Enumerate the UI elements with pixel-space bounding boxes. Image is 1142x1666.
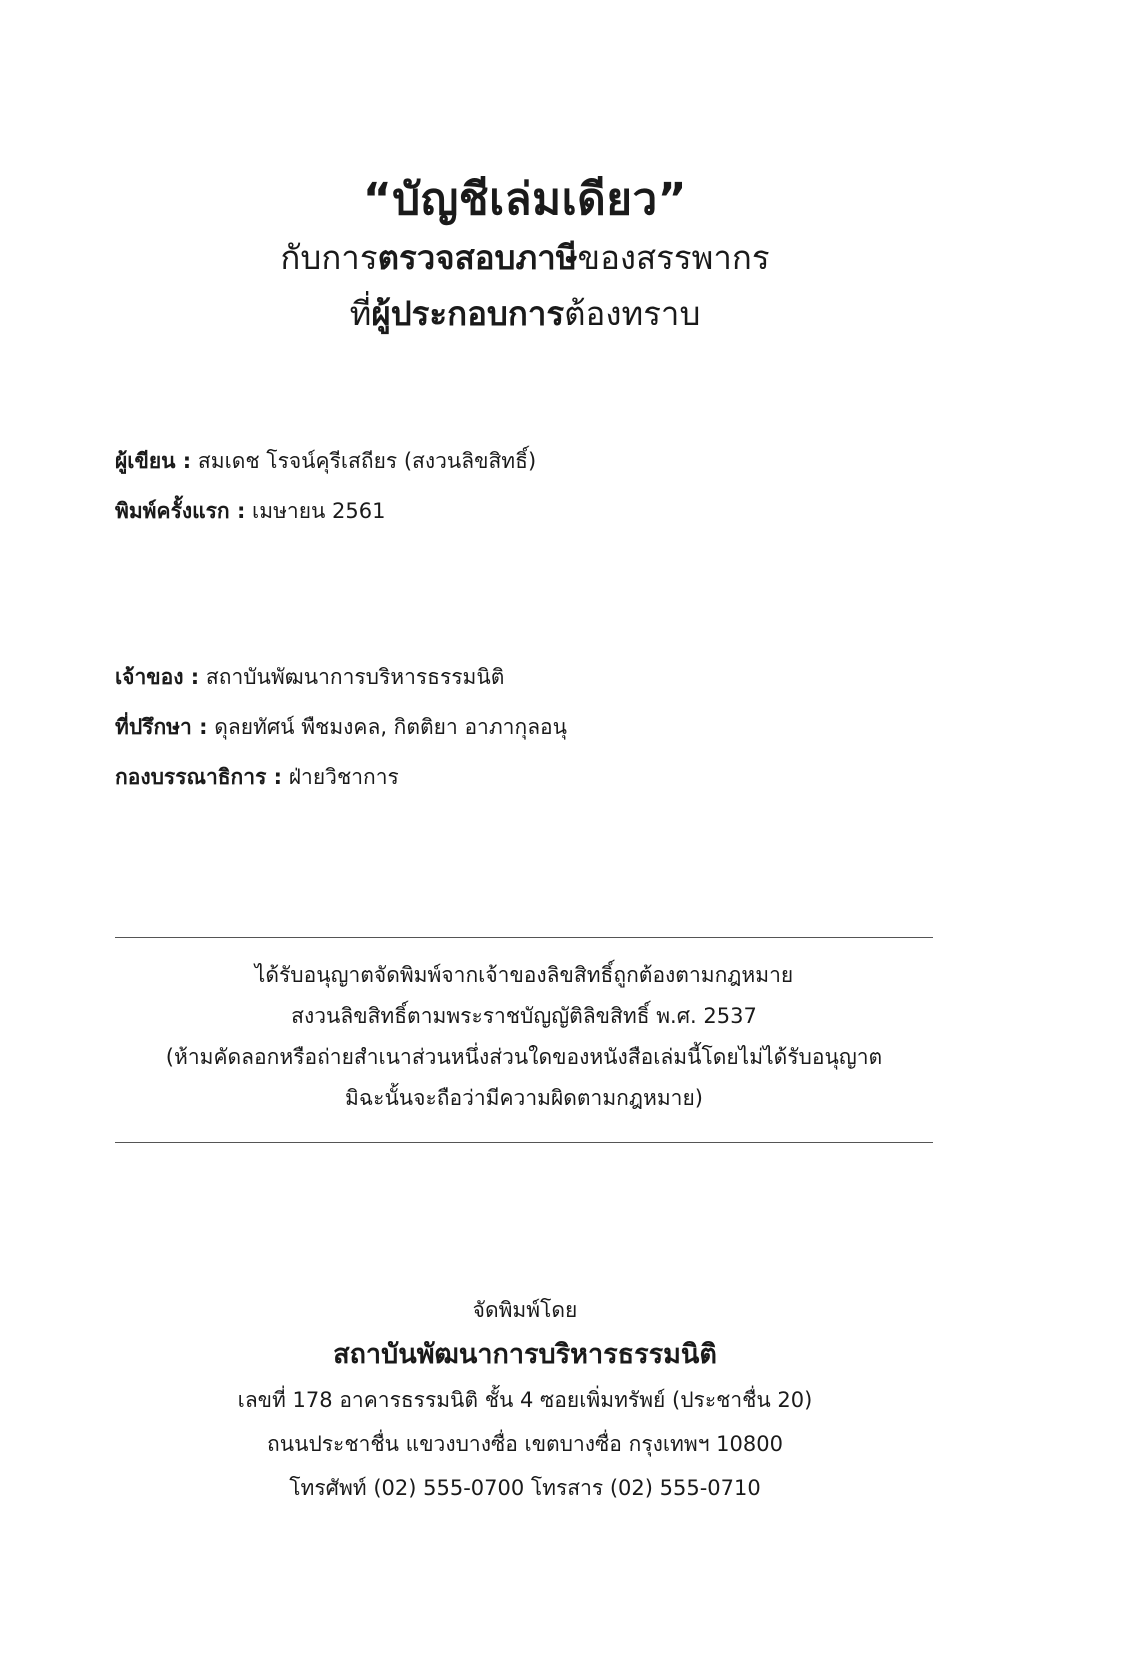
- publisher-block: [0, 1288, 1050, 1510]
- copyright-line: ได้รับอนุญาตจัดพิมพ์จากเจ้าของลิขสิทธิ์ถูกต้องตามกฎหมาย: [254, 963, 794, 987]
- credit-value: สมเดช โรจน์คุรีเสถียร (สงวนลิขสิทธิ์): [197, 449, 537, 473]
- book-title: “บัญชีเล่มเดียว”: [362, 174, 688, 225]
- credits-author-block: [115, 436, 536, 536]
- subtitle-line-1: [0, 230, 1050, 286]
- publisher-contact: โทรศัพท์ (02) 555-0700 โทรสาร (02) 555-0710: [289, 1476, 761, 1500]
- credit-label: ผู้เขียน :: [115, 449, 192, 473]
- credit-editorial: [115, 752, 567, 802]
- credit-author: [115, 436, 536, 486]
- credit-value: เมษายน 2561: [252, 499, 386, 523]
- credit-label: พิมพ์ครั้งแรก :: [115, 499, 246, 523]
- subtitle-1-part-1: กับการ: [280, 238, 378, 277]
- divider-bottom: [115, 1142, 933, 1143]
- copyright-line: (ห้ามคัดลอกหรือถ่ายสำเนาส่วนหนึ่งส่วนใดของหนังสือเล่มนี้โดยไม่ได้รับอนุญาต: [165, 1045, 883, 1069]
- credit-value: สถาบันพัฒนาการบริหารธรรมนิติ: [205, 665, 505, 689]
- publisher-address-1: เลขที่ 178 อาคารธรรมนิติ ชั้น 4 ซอยเพิ่มทรัพย์ (ประชาชื่น 20): [237, 1388, 813, 1412]
- credit-value: ฝ่ายวิชาการ: [288, 765, 399, 789]
- credit-value: ดุลยทัศน์ พืชมงคล, กิตติยา อาภากุลอนุ: [214, 715, 568, 739]
- credit-advisor: [115, 702, 567, 752]
- copyright-notice: [115, 955, 933, 1119]
- subtitle-1-part-3: ของสรรพากร: [577, 238, 770, 277]
- credit-label: เจ้าของ :: [115, 665, 200, 689]
- credit-label: ที่ปรึกษา :: [115, 715, 208, 739]
- subtitle-2-part-2: ผู้ประกอบการ: [371, 294, 565, 333]
- credit-label: กองบรรณาธิการ :: [115, 765, 283, 789]
- credits-owner-block: [115, 652, 567, 802]
- divider-top: [115, 937, 933, 938]
- publisher-address-2: ถนนประชาชื่น แขวงบางซื่อ เขตบางซื่อ กรุงเทพฯ 10800: [267, 1432, 783, 1456]
- publisher-name: สถาบันพัฒนาการบริหารธรรมนิติ: [333, 1339, 717, 1370]
- subtitle-2-part-3: ต้องทราบ: [564, 294, 701, 333]
- credit-first-print: [115, 486, 536, 536]
- subtitle-1-part-2: ตรวจสอบภาษี: [377, 238, 578, 277]
- printed-by-label: จัดพิมพ์โดย: [472, 1298, 578, 1322]
- subtitle-line-2: [0, 286, 1050, 342]
- copyright-line: มิฉะนั้นจะถือว่ามีความผิดตามกฎหมาย): [345, 1086, 703, 1110]
- copyright-line: สงวนลิขสิทธิ์ตามพระราชบัญญัติลิขสิทธิ์ พ.ศ. 2537: [291, 1004, 757, 1028]
- title-block: [0, 170, 1050, 342]
- credit-owner: [115, 652, 567, 702]
- subtitle-2-part-1: ที่: [349, 294, 372, 333]
